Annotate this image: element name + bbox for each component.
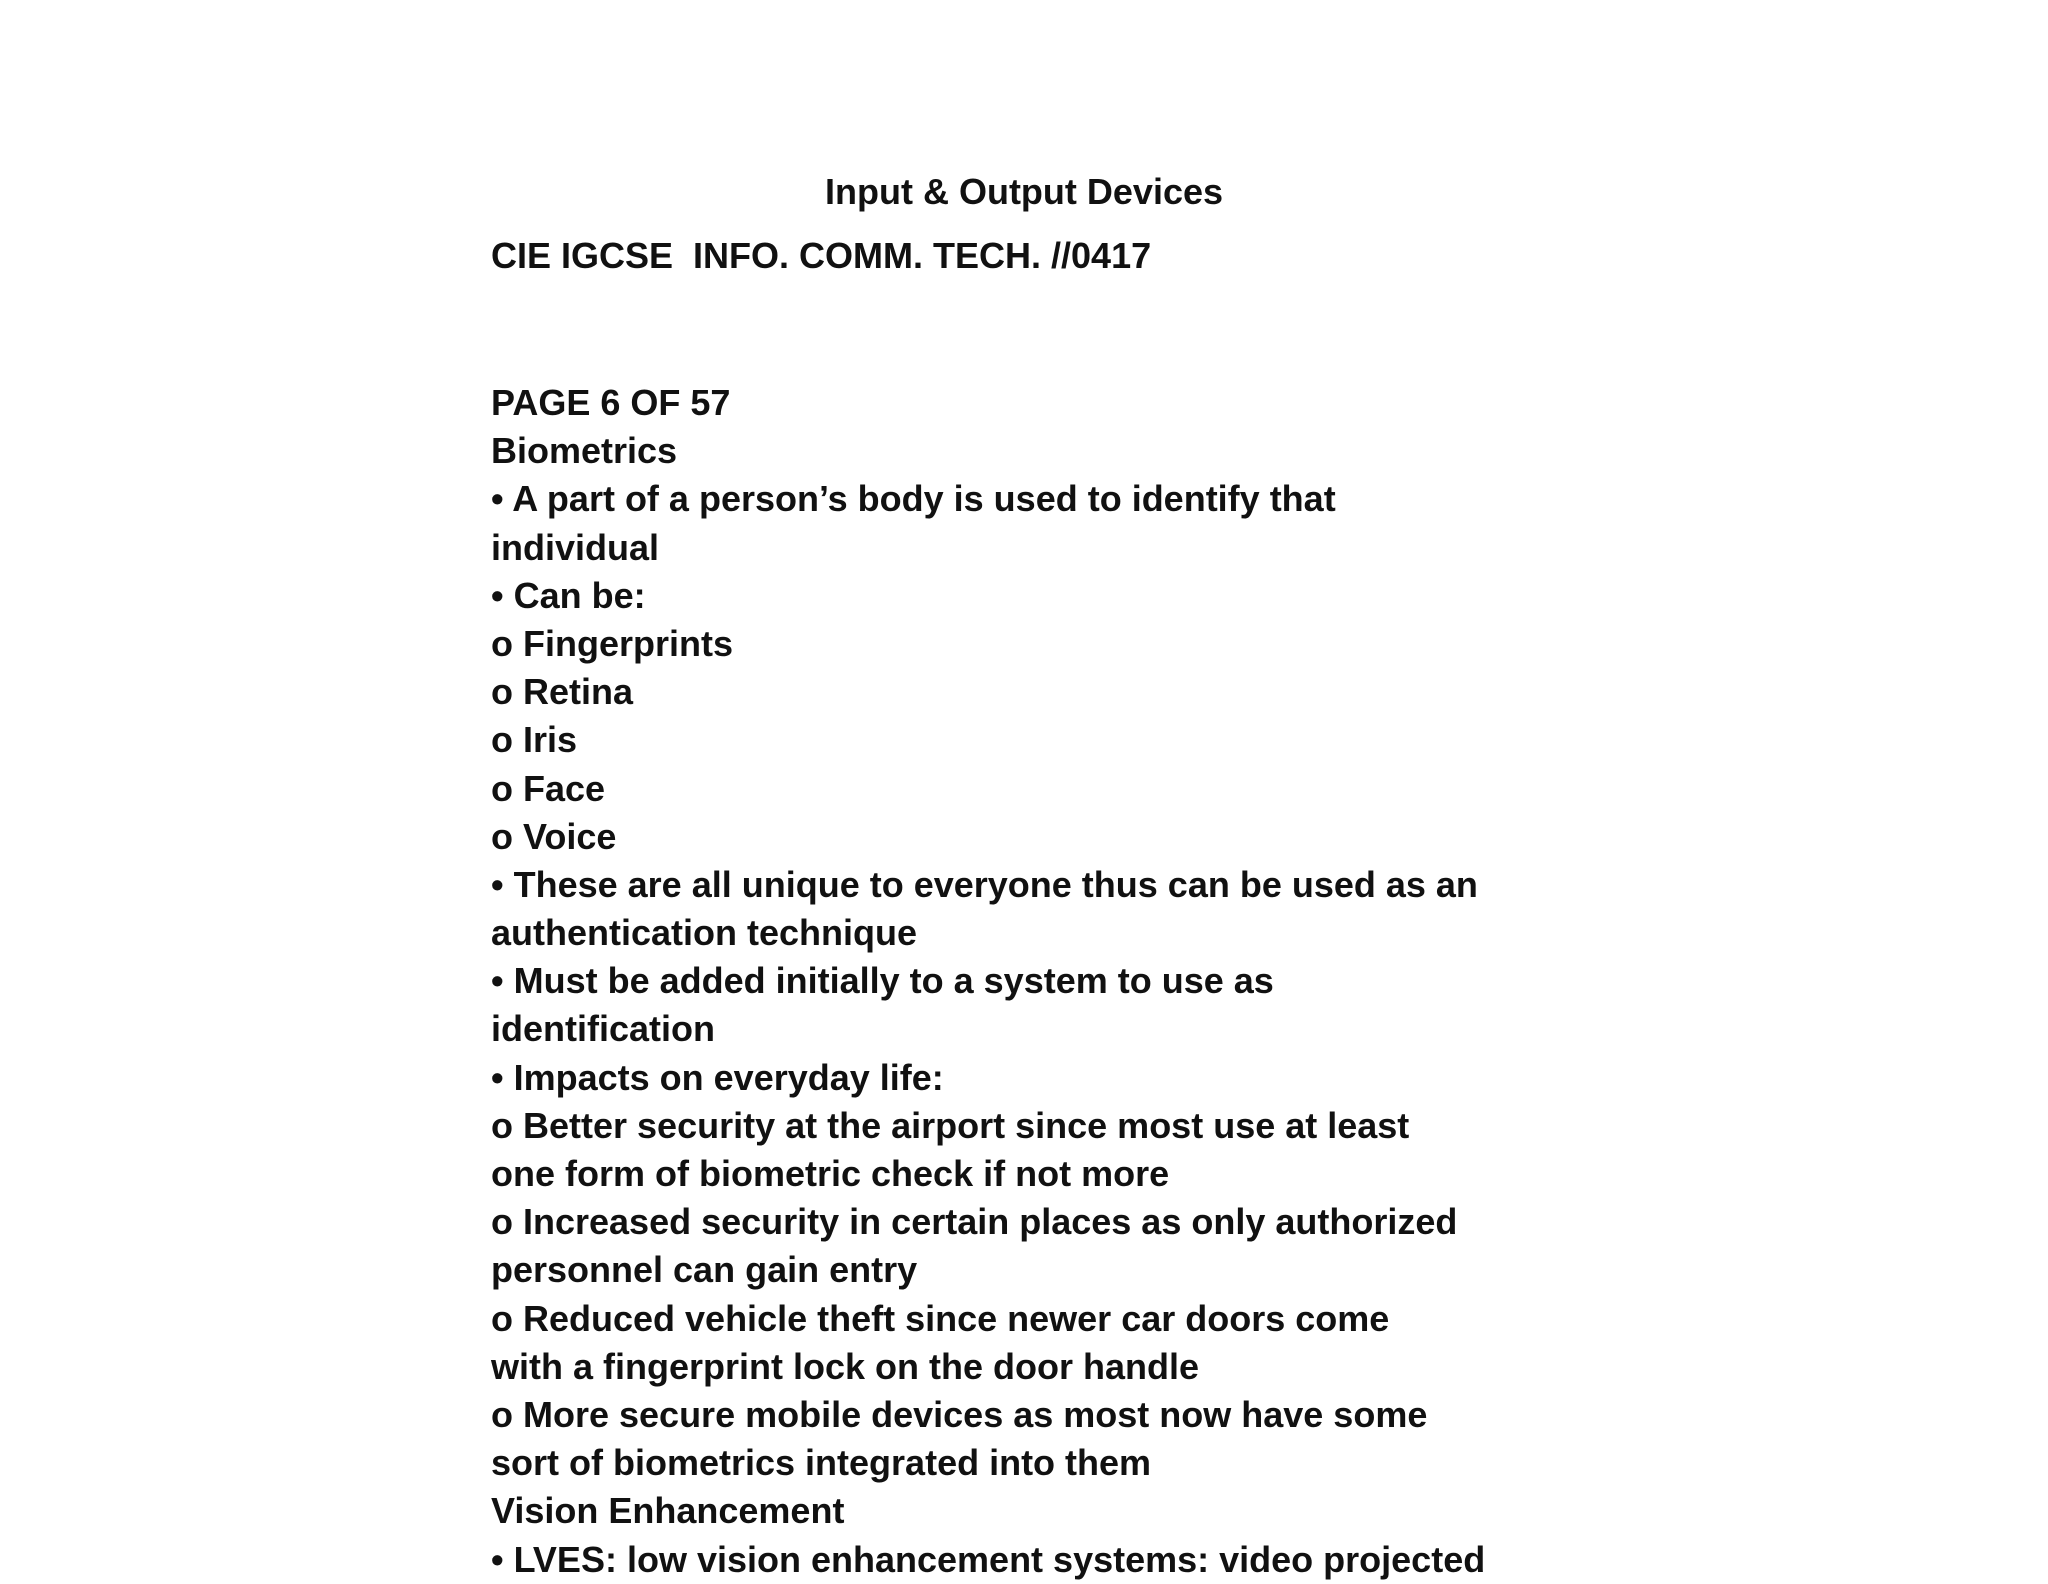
document-body [491, 379, 1491, 1584]
list-item: o Voice [491, 815, 617, 857]
list-item: o Iris [491, 719, 578, 761]
section-heading-biometrics: Biometrics [491, 430, 678, 472]
body-line: • These are all unique to everyone thus can be used as an [491, 863, 1478, 905]
body-line: authentication technique [491, 912, 918, 954]
list-item: o Face [491, 767, 606, 809]
list-item: personnel can gain entry [491, 1249, 918, 1291]
course-code: CIE IGCSE INFO. COMM. TECH. //0417 [491, 235, 1152, 276]
body-line: • Impacts on everyday life: [491, 1056, 944, 1098]
list-item: o Better security at the airport since most use at least [491, 1104, 1410, 1146]
body-line: individual [491, 526, 660, 568]
list-item: o Retina [491, 671, 634, 713]
body-line: • LVES: low vision enhancement systems: video projected [491, 1538, 1486, 1580]
list-item: o Increased security in certain places as only authorized [491, 1201, 1458, 1243]
body-line: • A part of a person’s body is used to identify that [491, 478, 1336, 520]
body-line: • Must be added initially to a system to use as [491, 960, 1274, 1002]
section-heading-vision-enhancement: Vision Enhancement [491, 1490, 845, 1532]
document-title: Input & Output Devices [824, 171, 1224, 212]
list-item: one form of biometric check if not more [491, 1153, 1170, 1194]
list-item: o Reduced vehicle theft since newer car doors come [491, 1297, 1390, 1339]
page-number: PAGE 6 OF 57 [491, 382, 731, 423]
list-item: with a fingerprint lock on the door handle [491, 1345, 1200, 1387]
list-item: o Fingerprints [491, 622, 733, 664]
body-line: • Can be: [491, 574, 646, 616]
body-line: identification [491, 1008, 715, 1050]
list-item: sort of biometrics integrated into them [491, 1442, 1152, 1484]
list-item: o More secure mobile devices as most now have some [491, 1393, 1428, 1435]
